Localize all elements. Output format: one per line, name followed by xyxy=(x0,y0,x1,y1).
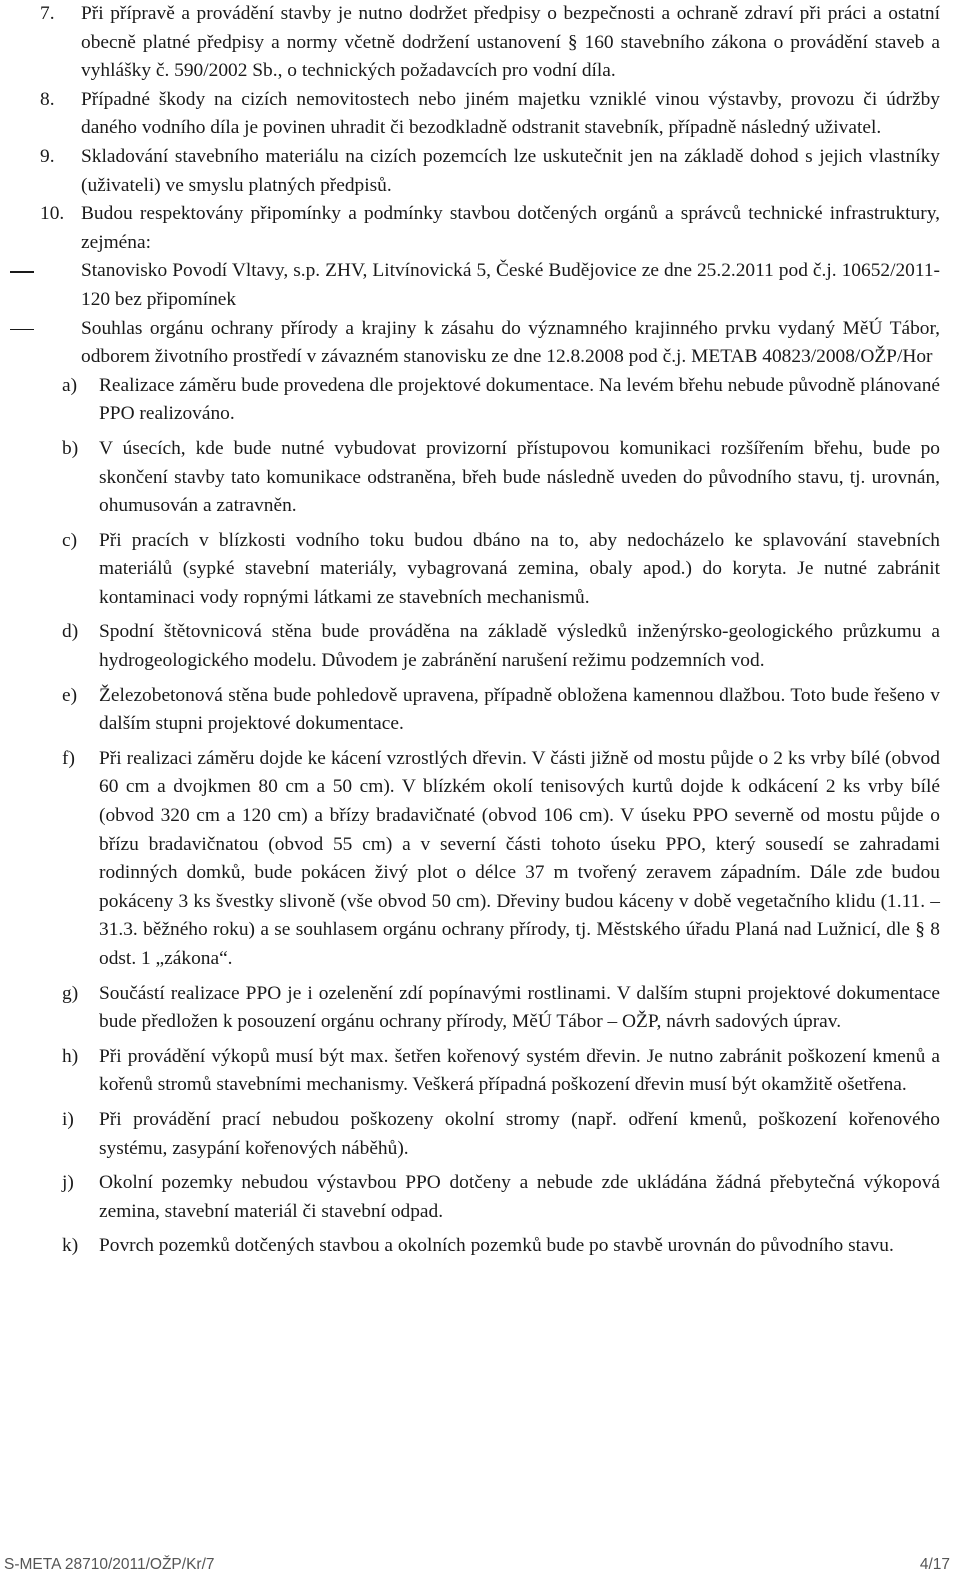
sub-item-label: k) xyxy=(62,1235,79,1257)
list-item xyxy=(40,143,940,200)
sub-item-label: g) xyxy=(62,982,79,1004)
sub-list-item xyxy=(62,435,940,521)
dash-list-item xyxy=(6,315,940,372)
document-body xyxy=(40,0,940,1267)
list-item xyxy=(40,86,940,143)
sub-item-text: Při provádění prací nebudou poškozeny okolní stromy (např. odření kmenů, poškození kořenového systému, zasypání kořenových náběhů). xyxy=(99,1108,940,1159)
sub-list-item xyxy=(62,980,940,1037)
sub-list-item xyxy=(62,1169,940,1226)
sub-item-text: Při realizaci záměru dojde ke kácení vzrostlých dřevin. V části jižně od mostu půjde o 2 ks vrby bílé (obvod 60 cm a dvojkmen 80 cm a 50 cm). V blízkém okolí tenisových kurtů dojde k odkácení 2 ks vrby bílé (obvod 320 cm a 120 cm) a břízy bradavičnaté (obvod 106 cm). V úseku PPO severně od mostu půjde o břízu bradavičnatou (obvod 55 cm) a v severní části tohoto úseku PPO, který sousedí se zahradami rodinných domků, bude pokácen živý plot o délce 37 m tvořený zeravem západním. Dále zde budou pokáceny 3 ks švestky slivoně (vše obvod 50 cm). Dřeviny budou káceny v době vegetačního klidu (1.11. – 31.3. běžného roku) a se souhlasem orgánu ochrany přírody, tj. Městského úřadu Planá nad Lužnicí, dle § 8 odst. 1 „zákona“. xyxy=(99,747,940,969)
sub-item-text: V úsecích, kde bude nutné vybudovat provizorní přístupovou komunikaci rozšířením břehu, bude po skončení stavby tato komunikace odstraněna, břeh bude následně uveden do původního stavu, tj. urovnán, ohumusován a zatravněn. xyxy=(99,437,940,517)
sub-item-text: Součástí realizace PPO je i ozelenění zdí popínavými rostlinami. V dalším stupni projektové dokumentace bude předložen k posouzení orgánu ochrany přírody, MěÚ Tábor – OŽP, návrh sadových úprav. xyxy=(99,982,940,1033)
list-item xyxy=(40,0,940,86)
item-number: 10. xyxy=(40,203,65,225)
sub-list-item xyxy=(62,618,940,675)
list-item xyxy=(40,200,940,257)
sub-item-text: Povrch pozemků dotčených stavbou a okolních pozemků bude po stavbě urovnán do původního stavu. xyxy=(99,1235,894,1257)
document-reference: S-META 28710/2011/OŽP/Kr/7 xyxy=(4,1556,215,1573)
sub-item-label: c) xyxy=(62,529,78,551)
dash-bullet-icon xyxy=(6,257,81,285)
sub-item-label: h) xyxy=(62,1045,79,1067)
item-text: Budou respektovány připomínky a podmínky stavbou dotčených orgánů a správců technické infrastruktury, zejména: xyxy=(81,203,940,253)
sub-item-text: Spodní štětovnicová stěna bude prováděna na základě výsledků inženýrsko-geologického průzkumu a hydrogeologického modelu. Důvodem je zabránění narušení režimu podzemních vod. xyxy=(99,621,940,672)
sub-item-label: d) xyxy=(62,621,79,643)
sub-list-item xyxy=(62,1232,940,1261)
dash-item-text: Souhlas orgánu ochrany přírody a krajiny k zásahu do významného krajinného prvku vydaný MěÚ Tábor, odborem životního prostředí v závazném stanovisku ze dne 12.8.2008 pod č.j. METAB 40823/2008/OŽP/Hor xyxy=(81,317,940,368)
page-footer xyxy=(4,1551,950,1580)
sub-list-item xyxy=(62,372,940,429)
sub-item-text: Při pracích v blízkosti vodního toku budou dbáno na to, aby nedocházelo ke splavování stavebních materiálů (sypké stavební materiály, vybagrovaná zemina, obaly apod.) do koryta. Je nutné zabránit kontaminaci vody ropnými látkami ze stavebních mechanismů. xyxy=(99,529,940,608)
sub-item-label: e) xyxy=(62,684,78,706)
item-number: 9. xyxy=(40,145,55,167)
dash-list-item xyxy=(6,257,940,314)
sub-item-label: i) xyxy=(62,1108,74,1130)
item-text: Při přípravě a provádění stavby je nutno dodržet předpisy o bezpečnosti a ochraně zdraví při práci a ostatní obecně platné předpisy a normy včetně dodržení ustanovení § 160 stavebního zákona o provádění staveb a vyhlášky č. 590/2002 Sb., o technických požadavcích pro vodní díla. xyxy=(81,3,940,82)
item-number: 7. xyxy=(40,3,55,24)
sub-item-text: Při provádění výkopů musí být max. šetřen kořenový systém dřevin. Je nutno zabránit poškození kmenů a kořenů stromů stavebními mechanismy. Veškerá případná poškození dřevin musí být okamžitě ošetřena. xyxy=(99,1045,940,1096)
sub-item-text: Realizace záměru bude provedena dle projektové dokumentace. Na levém břehu nebude původně plánované PPO realizováno. xyxy=(99,374,940,425)
sub-item-label: f) xyxy=(62,747,75,769)
sub-list-item xyxy=(62,1043,940,1100)
sub-item-label: a) xyxy=(62,374,78,396)
sub-list-item xyxy=(62,1106,940,1163)
sub-item-label: b) xyxy=(62,437,79,459)
sub-list-item xyxy=(62,745,940,974)
item-text: Skladování stavebního materiálu na cizích pozemcích lze uskutečnit jen na základě dohod s jejich vlastníky (uživateli) ve smyslu platných předpisů. xyxy=(81,145,940,196)
item-number: 8. xyxy=(40,88,55,110)
item-text: Případné škody na cizích nemovitostech nebo jiném majetku vzniklé vinou výstavby, provozu či údržby daného vodního díla je povinen uhradit či bezodkladně odstranit stavebník, případně následný uživatel. xyxy=(81,88,940,139)
dash-item-text: Stanovisko Povodí Vltavy, s.p. ZHV, Litvínovická 5, České Budějovice ze dne 25.2.2011 pod č.j. 10652/2011-120 bez připomínek xyxy=(81,260,940,310)
page-number: 4/17 xyxy=(919,1556,950,1573)
sub-list-item xyxy=(62,682,940,739)
dash-bullet-icon xyxy=(6,315,81,343)
sub-item-text: Okolní pozemky nebudou výstavbou PPO dotčeny a nebude zde ukládána žádná přebytečná výkopová zemina, stavební materiál či stavební odpad. xyxy=(99,1172,940,1222)
sub-list-item xyxy=(62,527,940,613)
sub-item-text: Železobetonová stěna bude pohledově upravena, případně obložena kamennou dlažbou. Toto bude řešeno v dalším stupni projektové dokumentace. xyxy=(99,684,940,735)
sub-item-label: j) xyxy=(62,1172,74,1194)
